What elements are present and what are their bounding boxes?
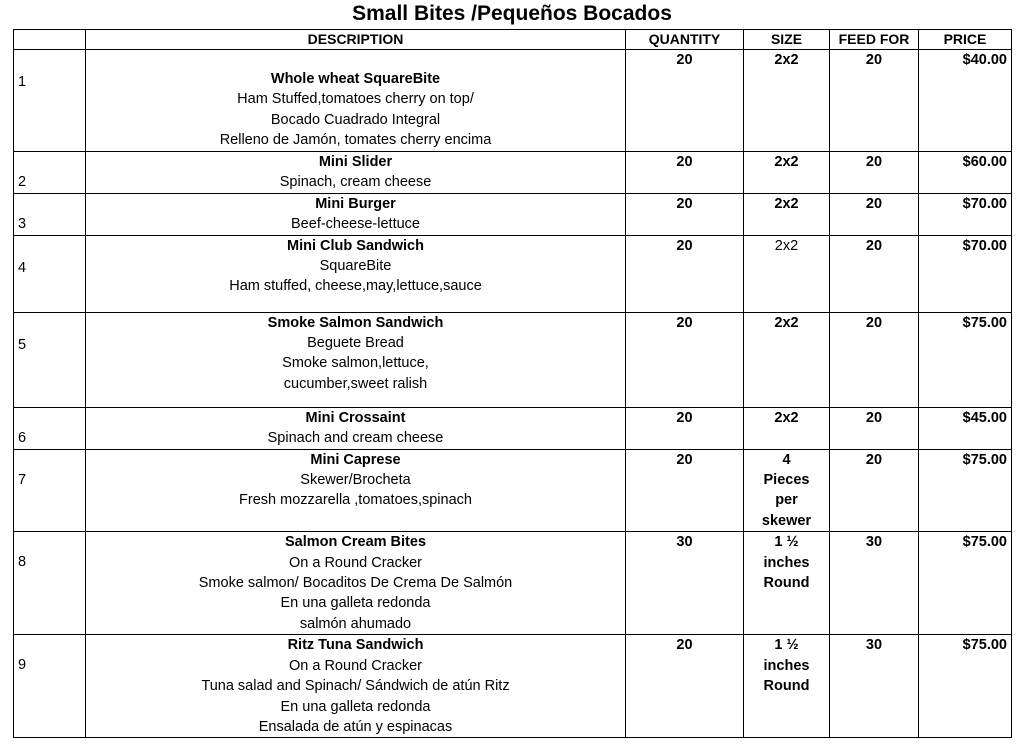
item-price: $75.00 — [919, 449, 1012, 532]
item-quantity: 20 — [626, 449, 744, 532]
item-price: $75.00 — [919, 312, 1012, 407]
item-description — [86, 407, 626, 449]
item-detail: SquareBite — [319, 258, 392, 275]
item-price: $70.00 — [919, 235, 1012, 312]
item-detail: On a Round Cracker — [289, 657, 422, 674]
table-row — [14, 635, 1012, 738]
item-size: 4 Pieces per skewer — [744, 449, 830, 532]
item-name: Mini Crossaint — [305, 409, 406, 426]
table-row — [14, 532, 1012, 635]
item-feed-for: 20 — [830, 235, 919, 312]
item-name: Mini Burger — [315, 195, 396, 212]
table-row — [14, 407, 1012, 449]
item-description — [86, 635, 626, 738]
item-description — [86, 152, 626, 194]
table-row — [14, 449, 1012, 532]
header-quantity: QUANTITY — [626, 30, 744, 50]
item-size: 2x2 — [744, 407, 830, 449]
item-size: 1 ½ inches Round — [744, 532, 830, 635]
item-detail: On a Round Cracker — [289, 554, 422, 571]
item-name: Mini Club Sandwich — [287, 237, 424, 254]
item-size: 2x2 — [744, 50, 830, 152]
item-quantity: 20 — [626, 312, 744, 407]
item-size: 2x2 — [744, 193, 830, 235]
item-description — [86, 449, 626, 532]
item-feed-for: 30 — [830, 532, 919, 635]
item-feed-for: 20 — [830, 152, 919, 194]
item-feed-for: 20 — [830, 407, 919, 449]
item-price: $75.00 — [919, 532, 1012, 635]
item-number: 3 — [14, 193, 86, 235]
item-quantity: 20 — [626, 235, 744, 312]
item-description — [86, 50, 626, 152]
item-price: $40.00 — [919, 50, 1012, 152]
table-row — [14, 312, 1012, 407]
item-detail: Ham stuffed, cheese,may,lettuce,sauce — [229, 278, 482, 295]
item-feed-for: 20 — [830, 193, 919, 235]
item-detail: Fresh mozzarella ,tomatoes,spinach — [239, 492, 472, 509]
item-name: Salmon Cream Bites — [284, 534, 427, 551]
header-row — [14, 30, 1012, 50]
item-description — [86, 312, 626, 407]
item-detail: Bocado Cuadrado Integral — [270, 111, 441, 128]
header-feed-for: FEED FOR — [830, 30, 919, 50]
page-title: Small Bites /Pequeños Bocados — [352, 2, 672, 25]
item-name: Smoke Salmon Sandwich — [267, 314, 444, 331]
item-description — [86, 193, 626, 235]
item-name: Mini Slider — [318, 154, 393, 170]
table-row — [14, 50, 1012, 152]
table-row — [14, 193, 1012, 235]
item-price: $70.00 — [919, 193, 1012, 235]
item-detail: cucumber,sweet ralish — [283, 375, 428, 392]
item-number: 1 — [14, 50, 86, 152]
item-detail: Smoke salmon/ Bocaditos De Crema De Salmón — [198, 575, 513, 592]
item-name: Ritz Tuna Sandwich — [287, 637, 424, 654]
item-name: Whole wheat SquareBite — [270, 71, 441, 87]
item-detail: Ensalada de atún y espinacas — [258, 718, 453, 735]
item-price: $45.00 — [919, 407, 1012, 449]
item-number: 9 — [14, 635, 86, 738]
item-name: Mini Caprese — [310, 451, 401, 468]
item-quantity: 20 — [626, 635, 744, 738]
item-feed-for: 20 — [830, 449, 919, 532]
item-detail: Spinach and cream cheese — [267, 430, 444, 447]
item-description — [86, 235, 626, 312]
item-number: 8 — [14, 532, 86, 635]
item-size: 2x2 — [744, 312, 830, 407]
item-number: 2 — [14, 152, 86, 194]
item-price: $75.00 — [919, 635, 1012, 738]
item-number: 4 — [14, 235, 86, 312]
item-detail: salmón ahumado — [299, 615, 412, 632]
header-description: DESCRIPTION — [86, 30, 626, 50]
item-detail: Ham Stuffed,tomatoes cherry on top/ — [237, 91, 474, 108]
item-feed-for: 30 — [830, 635, 919, 738]
table-row — [14, 152, 1012, 194]
item-number: 5 — [14, 312, 86, 407]
item-number: 6 — [14, 407, 86, 449]
item-price: $60.00 — [919, 152, 1012, 194]
item-size: 2x2 — [744, 152, 830, 194]
item-quantity: 20 — [626, 50, 744, 152]
menu-table — [13, 29, 1012, 738]
item-quantity: 20 — [626, 152, 744, 194]
table-row — [14, 235, 1012, 312]
item-size: 2x2 — [744, 235, 830, 312]
item-detail: Relleno de Jamón, tomates cherry encima — [219, 132, 492, 149]
item-feed-for: 20 — [830, 50, 919, 152]
header-num — [14, 30, 86, 50]
header-size: SIZE — [744, 30, 830, 50]
item-size: 1 ½ inches Round — [744, 635, 830, 738]
item-detail: Beguete Bread — [307, 335, 404, 352]
item-detail: En una galleta redonda — [280, 698, 431, 715]
item-detail: Beef-cheese-lettuce — [291, 216, 420, 233]
item-detail: Smoke salmon,lettuce, — [282, 355, 429, 372]
item-quantity: 30 — [626, 532, 744, 635]
item-detail: En una galleta redonda — [280, 595, 431, 612]
item-detail: Spinach, cream cheese — [279, 174, 432, 191]
item-detail: Tuna salad and Spinach/ Sándwich de atún Ritz — [201, 678, 510, 695]
header-price: PRICE — [919, 30, 1012, 50]
item-quantity: 20 — [626, 407, 744, 449]
item-description — [86, 532, 626, 635]
item-number: 7 — [14, 449, 86, 532]
item-feed-for: 20 — [830, 312, 919, 407]
item-quantity: 20 — [626, 193, 744, 235]
item-detail: Skewer/Brocheta — [300, 472, 411, 489]
